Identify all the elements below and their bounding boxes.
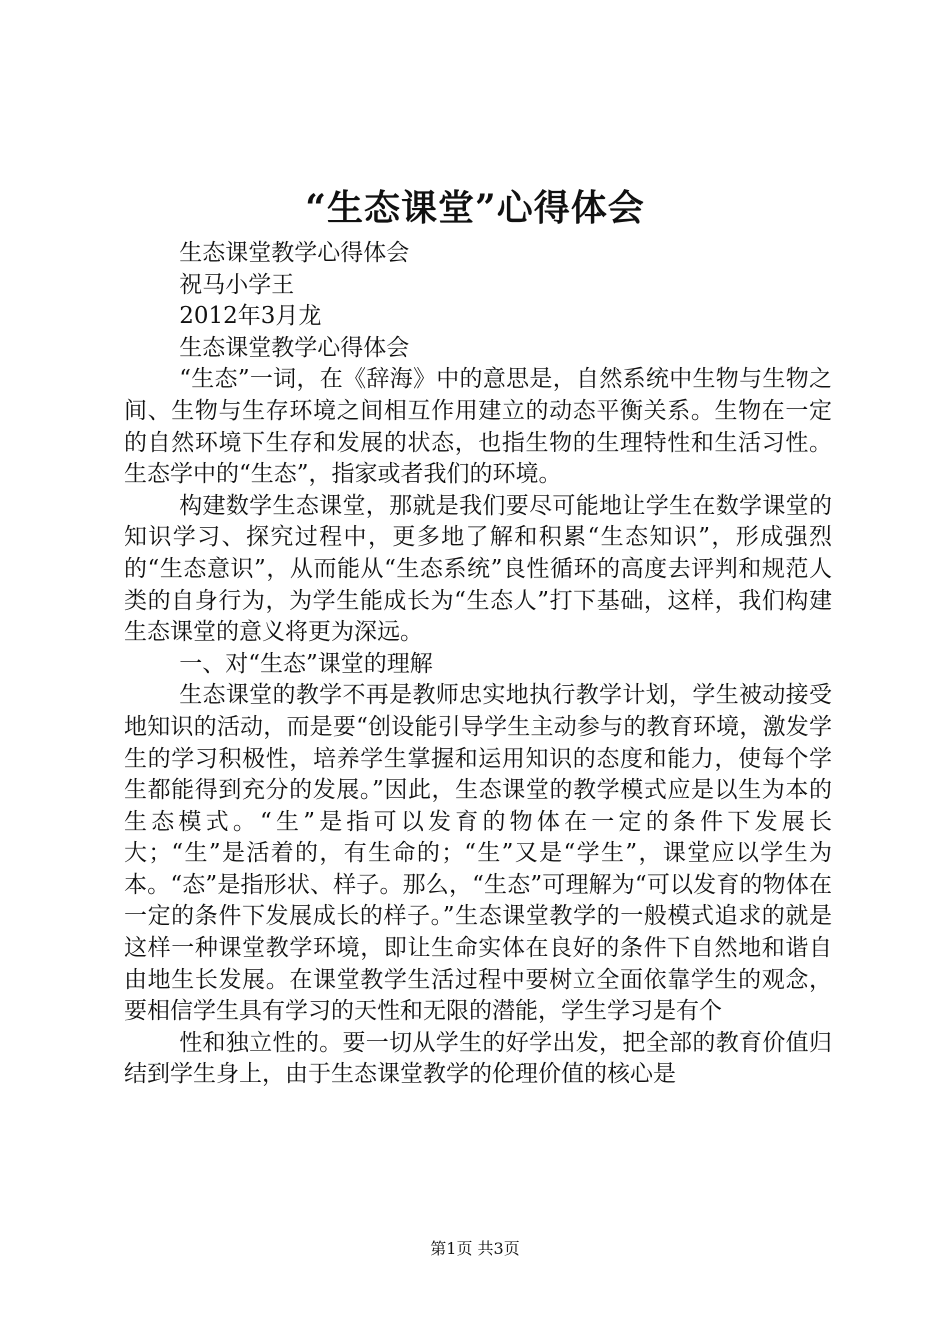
- paragraph-heading: 生态课堂教学心得体会: [179, 334, 410, 361]
- paragraph-body: 性和独立性的。要一切从学生的好学出发，把全部的教育价值归结到学生身上，由于生态课堂教学的伦理价值的核心是: [124, 1029, 832, 1088]
- document-body: [124, 238, 832, 1091]
- section-heading: 一、对“生态”课堂的理解: [179, 650, 433, 677]
- page-footer: 第1页 共3页: [430, 1239, 520, 1258]
- paragraph-date: 2012年3月龙: [179, 303, 322, 330]
- paragraph-body: “生态”一词，在《辞海》中的意思是，自然系统中生物与生物之间、生物与生存环境之间相互作用建立的动态平衡关系。生物在一定的自然环境下生存和发展的状态，也指生物的生理特性和生活习性。生态学中的“生态”，指家或者我们的环境。: [124, 366, 832, 488]
- paragraph-subtitle: 生态课堂教学心得体会: [179, 240, 410, 266]
- paragraph-body: 生态课堂的教学不再是教师忠实地执行教学计划，学生被动接受地知识的活动，而是要“创设能引导学生主动参与的教育环境，激发学生的学习积极性，培养学生掌握和运用知识的态度和能力，使每个学生都能得到充分的发展。”因此，生态课堂的教学模式应是以生为本的生态模式。“生”是指可以发育的物体在一定的条件下发展长大；“生”是活着的，有生命的；“生”又是“学生”，课堂应以学生为本。“态”是指形状、样子。那么，“生态”可理解为“可以发育的物体在一定的条件下发展成长的样子。”生态课堂教学的一般模式追求的就是这样一种课堂教学环境，即让生命实体在良好的条件下自然地和谐自由地生长发展。在课堂教学生活过程中要树立全面依靠学生的观念，要相信学生具有学习的天性和无限的潜能，学生学习是有个: [124, 682, 832, 1025]
- paragraph-school-author: 祝马小学王: [179, 271, 295, 298]
- document-title: “生态课堂”心得体会: [305, 187, 645, 229]
- paragraph-body: 构建数学生态课堂，那就是我们要尽可能地让学生在数学课堂的知识学习、探究过程中，更多地了解和积累“生态知识”，形成强烈的“生态意识”，从而能从“生态系统”良性循环的高度去评判和规范人类的自身行为，为学生能成长为“生态人”打下基础，这样，我们构建生态课堂的意义将更为深远。: [124, 492, 832, 646]
